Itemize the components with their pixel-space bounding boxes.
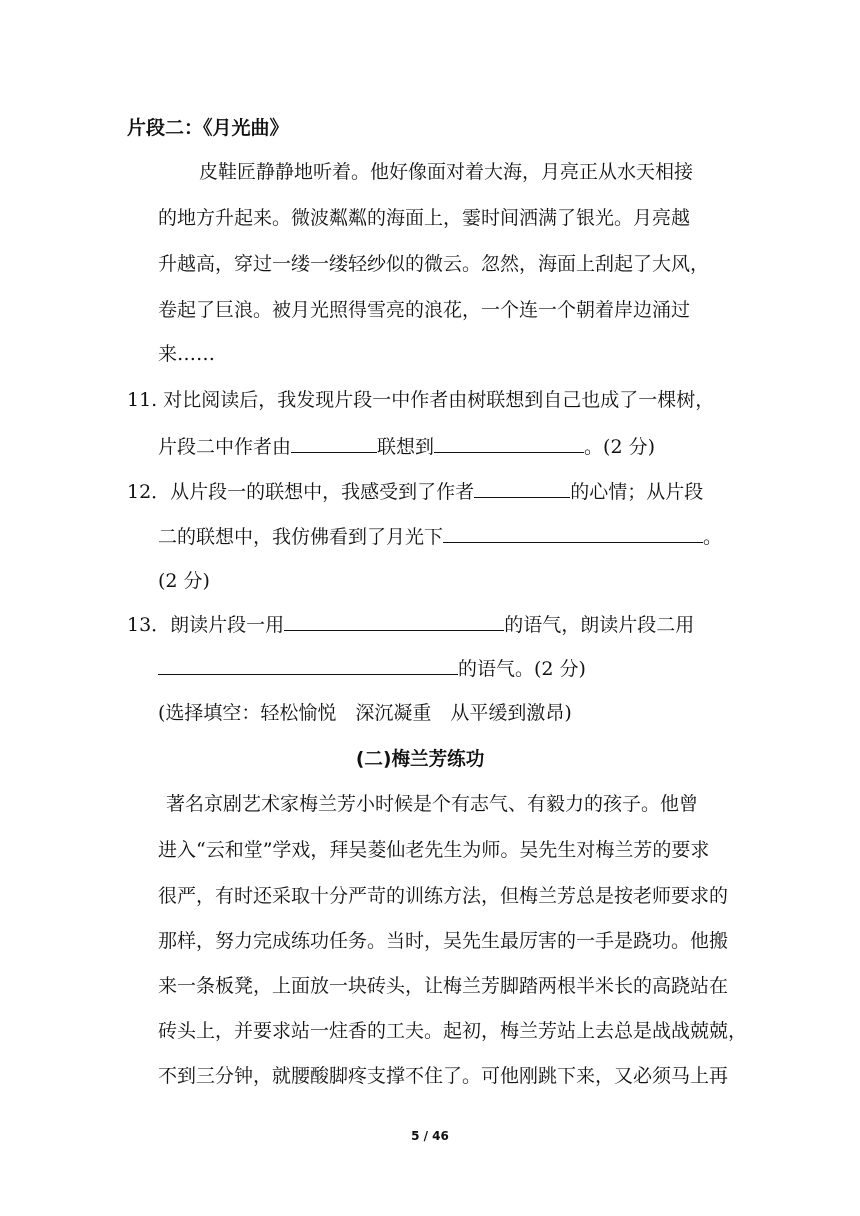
section-title: (二)梅兰芳练功 xyxy=(355,748,485,770)
question-11-line2 xyxy=(158,434,655,459)
question-12-line2 xyxy=(158,524,722,549)
question-13-part1: 13．朗读片段一用 xyxy=(127,614,285,636)
page-number: 5 / 46 xyxy=(411,1129,449,1143)
passage-line: 不到三分钟，就腰酸脚疼支撑不住了。可他刚跳下来，又必须马上再 xyxy=(158,1065,729,1087)
passage-line: 砖头上，并要求站一炷香的工夫。起初，梅兰芳站上去总是战战兢兢， xyxy=(158,1020,748,1042)
fragment-heading: 片段二：《月光曲》 xyxy=(127,117,289,139)
passage-line: 著名京剧艺术家梅兰芳小时候是个有志气、有毅力的孩子。他曾 xyxy=(166,793,699,815)
answer-blank[interactable] xyxy=(443,524,703,543)
passage-line: 来一条板凳，上面放一块砖头，让梅兰芳脚踏两根半米长的高跷站在 xyxy=(158,975,729,997)
question-12-score: (2 分) xyxy=(158,570,210,592)
passage-line: 升越高，穿过一缕一缕轻纱似的微云。忽然，海面上刮起了大风， xyxy=(158,253,710,275)
answer-blank[interactable] xyxy=(291,434,377,453)
question-11-part3: 。(2 分) xyxy=(584,436,655,458)
answer-blank[interactable] xyxy=(284,612,504,631)
answer-blank[interactable] xyxy=(474,479,570,498)
passage-line: 很严，有时还采取十分严苛的训练方法，但梅兰芳总是按老师要求的 xyxy=(158,885,729,907)
passage-line: 的地方升起来。微波粼粼的海面上，霎时间洒满了银光。月亮越 xyxy=(158,207,691,229)
question-11-text: 11. 对比阅读后，我发现片段一中作者由树联想到自己也成了一棵树， xyxy=(127,389,715,411)
question-12-line1 xyxy=(127,479,703,504)
question-12-part4: 。 xyxy=(703,526,723,548)
question-11-part2: 联想到 xyxy=(377,436,435,458)
question-12-part2: 的心情；从片段 xyxy=(570,481,704,503)
passage-line: 皮鞋匠静静地听着。他好像面对着大海，月亮正从水天相接 xyxy=(199,161,694,183)
passage-line: 卷起了巨浪。被月光照得雪亮的浪花，一个连一个朝着岸边涌过 xyxy=(158,299,691,321)
question-12-part1: 12．从片段一的联想中，我感受到了作者 xyxy=(127,481,475,503)
question-13-part3: 的语气。(2 分) xyxy=(458,658,586,680)
question-12-part3: 二的联想中，我仿佛看到了月光下 xyxy=(158,526,444,548)
question-13-line1 xyxy=(127,612,694,637)
question-13-part2: 的语气，朗读片段二用 xyxy=(504,614,695,636)
question-11-part1: 片段二中作者由 xyxy=(158,436,292,458)
question-13-line2 xyxy=(158,656,586,681)
answer-blank[interactable] xyxy=(158,656,458,675)
passage-line: 进入“云和堂”学戏，拜吴菱仙老先生为师。吴先生对梅兰芳的要求 xyxy=(158,839,710,861)
question-13-options: (选择填空：轻松愉悦 深沉凝重 从平缓到激昂) xyxy=(158,702,572,724)
answer-blank[interactable] xyxy=(434,434,584,453)
passage-line: 来…… xyxy=(158,343,216,365)
passage-line: 那样，努力完成练功任务。当时，吴先生最厉害的一手是跷功。他搬 xyxy=(158,930,729,952)
